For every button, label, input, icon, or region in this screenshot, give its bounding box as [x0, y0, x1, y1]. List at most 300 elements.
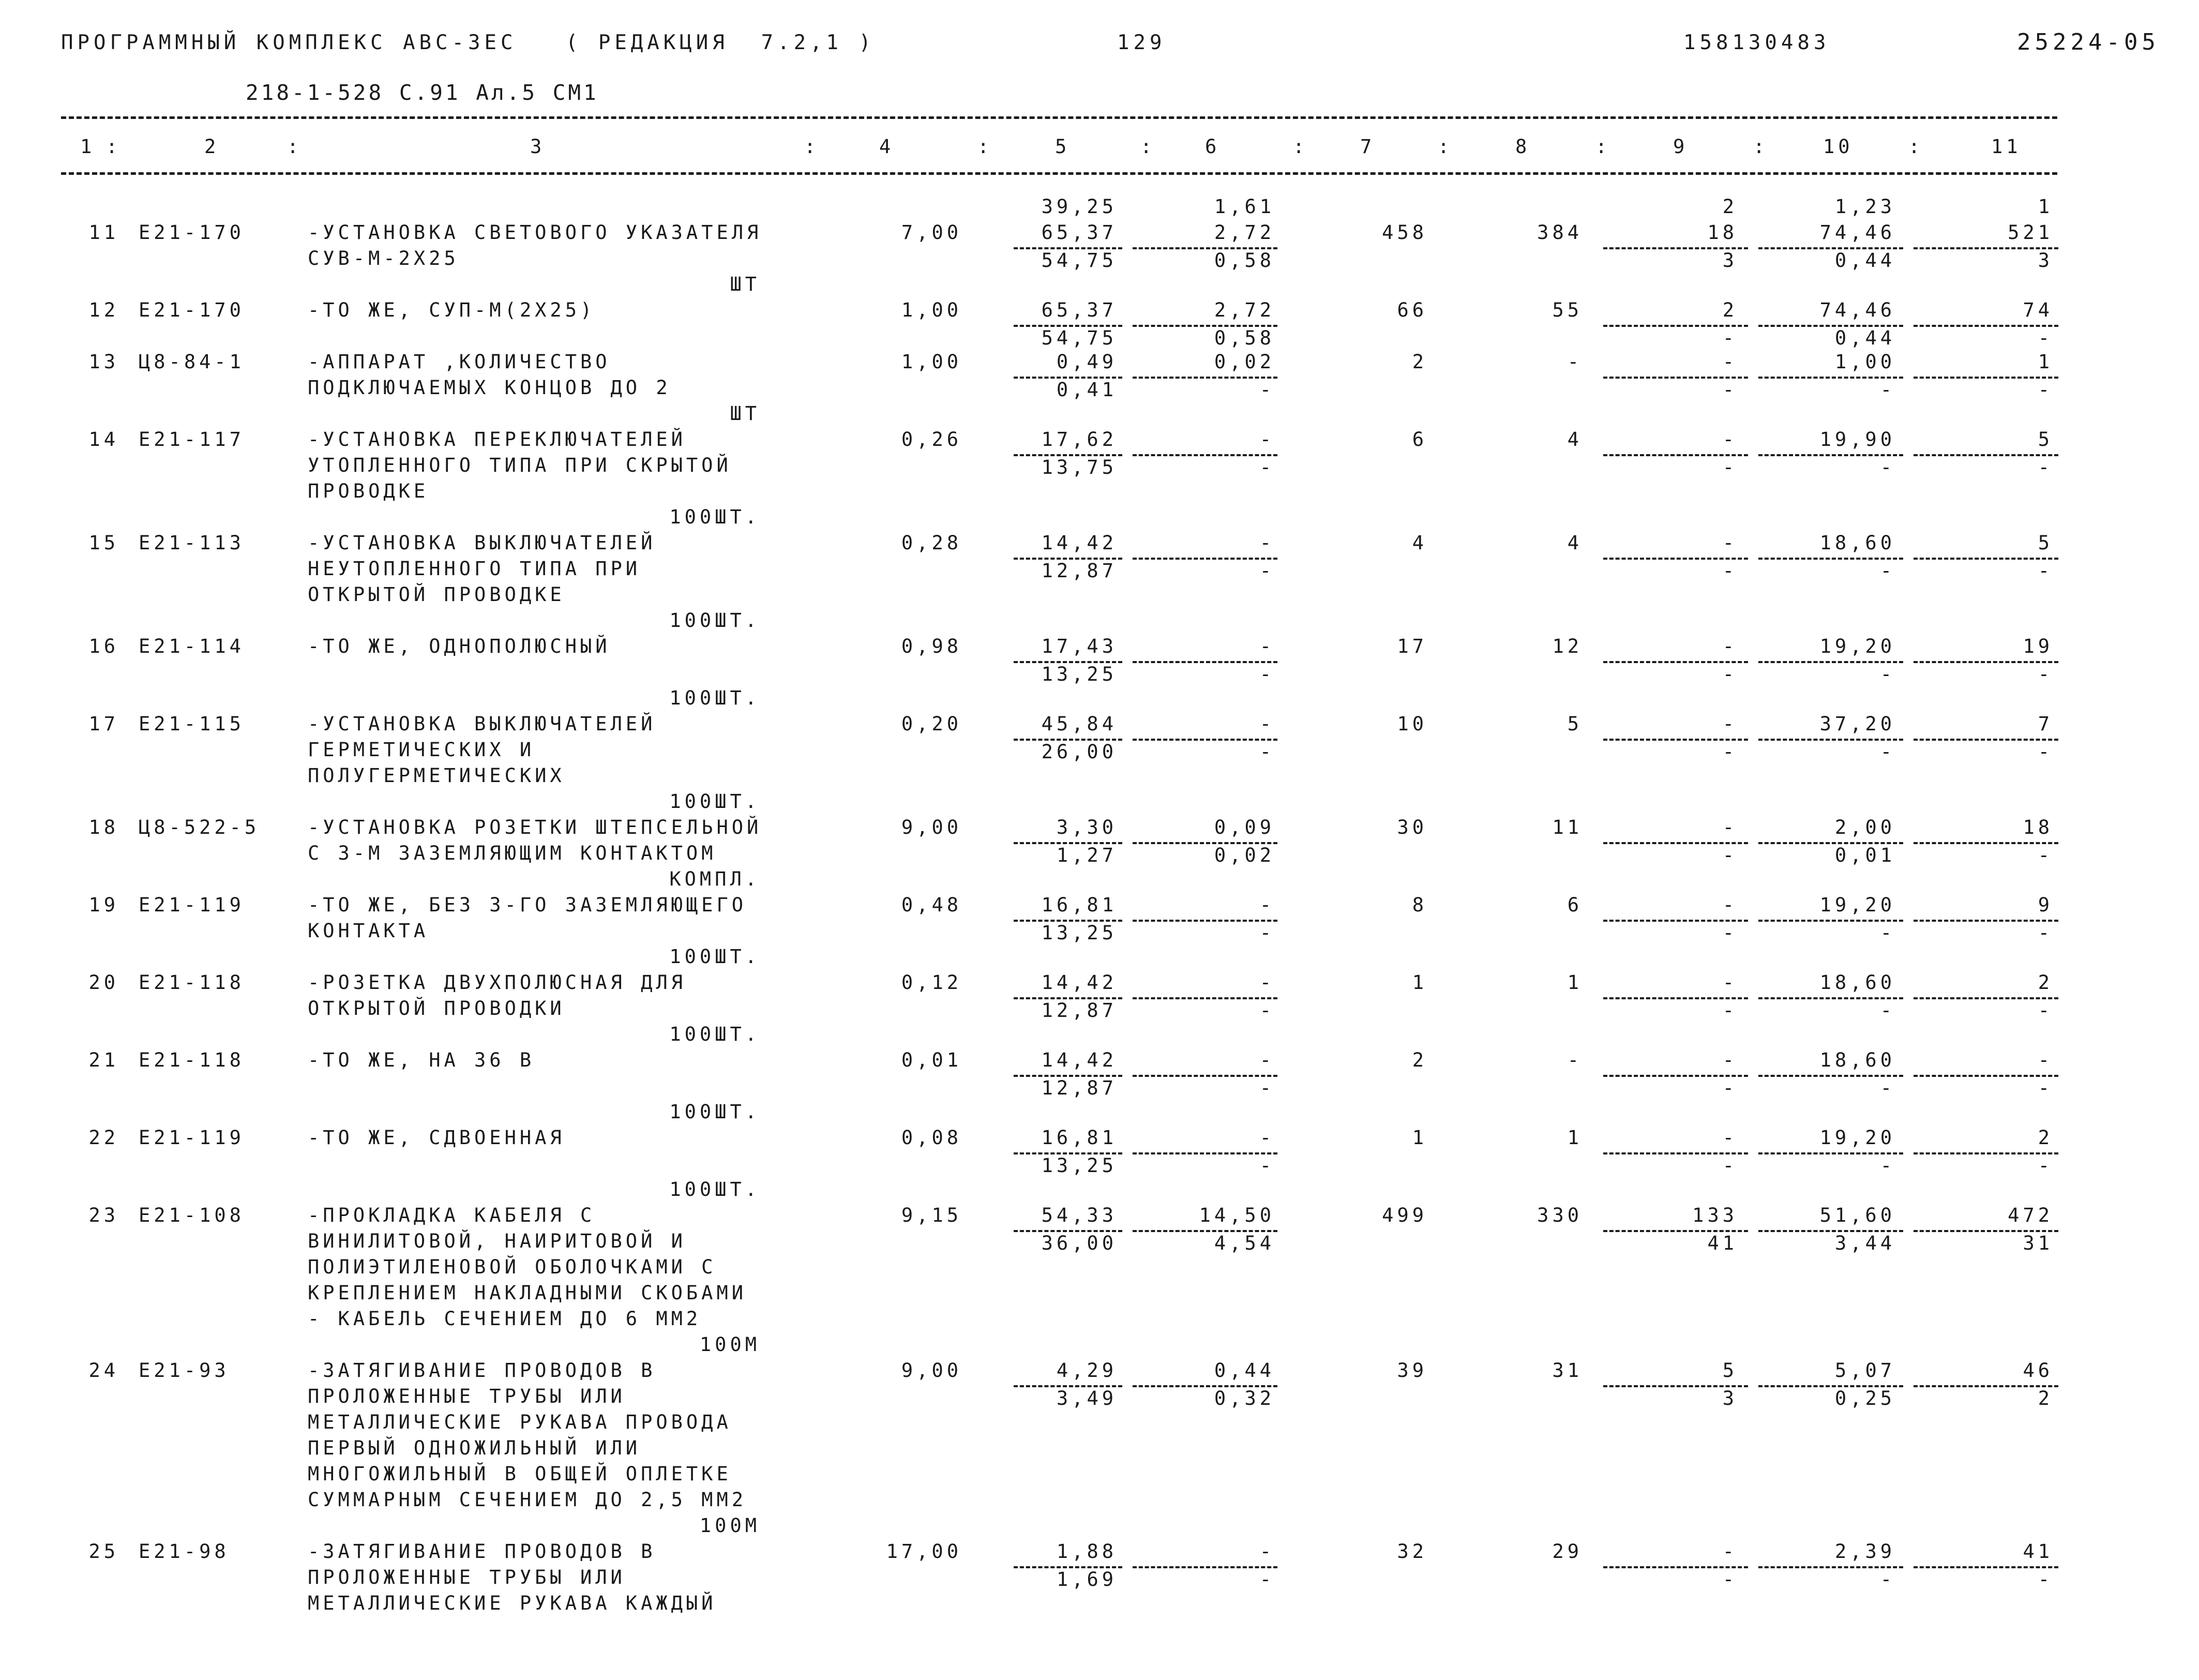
cell-c7: 1 [1412, 1127, 1427, 1149]
cell-c10: 2,00 [1834, 816, 1895, 838]
cell-c7: 39 [1397, 1359, 1427, 1382]
work-description-line: -УСТАНОВКА ВЫКЛЮЧАТЕЛЕЙ [308, 713, 656, 735]
quantity: 0,26 [901, 428, 962, 451]
row-number: 16 [88, 635, 119, 657]
cell-c9-top: 2 [1722, 196, 1738, 218]
subtotal-dash-c10 [1758, 997, 1903, 999]
row-number: 14 [88, 428, 119, 451]
cell-c5: 1,88 [1056, 1540, 1117, 1563]
cell-c11: 1 [2038, 351, 2053, 373]
subtotal-dash-c6 [1133, 842, 1277, 844]
cell-c10-lower: - [1880, 663, 1895, 685]
unit-of-measure: 100М [699, 1333, 760, 1356]
column-header-2: 2 [204, 136, 220, 158]
cell-c6-lower: - [1259, 1154, 1275, 1177]
cell-c7: 458 [1382, 221, 1427, 244]
cell-c6-lower: - [1259, 1568, 1275, 1591]
subtotal-dash-c11 [1914, 454, 2058, 456]
cell-c9: - [1722, 1540, 1738, 1563]
work-description-line: ПРОЛОЖЕННЫЕ ТРУБЫ ИЛИ [308, 1566, 626, 1588]
quantity: 0,28 [901, 532, 962, 554]
cell-c6: - [1259, 1127, 1275, 1149]
subtotal-dash-c9 [1603, 1385, 1748, 1387]
subtotal-dash-c5 [1014, 661, 1122, 663]
unit-of-measure: 100ШТ. [669, 1178, 760, 1201]
subtotal-dash-c6 [1133, 997, 1277, 999]
cell-c10-lower: - [1880, 1568, 1895, 1591]
cell-c7: 30 [1397, 816, 1427, 838]
work-description-line: -ТО ЖЕ, ОДНОПОЛЮСНЫЙ [308, 635, 611, 657]
subtotal-dash-c9 [1603, 325, 1748, 327]
cell-c6-lower: 0,58 [1214, 249, 1275, 272]
cell-c9: 18 [1707, 221, 1738, 244]
work-description-line: -ЗАТЯГИВАНИЕ ПРОВОДОВ В [308, 1359, 656, 1382]
subtotal-dash-c11 [1914, 842, 2058, 844]
subtotal-dash-c5 [1014, 1566, 1122, 1568]
cell-c9-lower: - [1722, 741, 1738, 763]
cell-c5-lower: 12,87 [1041, 999, 1117, 1022]
cell-c7: 10 [1397, 713, 1427, 735]
rate-code: Е21-119 [139, 894, 245, 916]
rate-code: Е21-119 [139, 1127, 245, 1149]
cell-c9: 5 [1722, 1359, 1738, 1382]
cell-c9: - [1722, 971, 1738, 994]
subtotal-dash-c11 [1914, 1230, 2058, 1232]
cell-c6: 14,50 [1199, 1204, 1275, 1226]
cell-c6: 2,72 [1214, 299, 1275, 321]
cell-c6: 0,02 [1214, 351, 1275, 373]
unit-of-measure: ШТ [730, 273, 760, 295]
cell-c11: 472 [2008, 1204, 2053, 1226]
cell-c10: 5,07 [1834, 1359, 1895, 1382]
cell-c10: 18,60 [1819, 532, 1895, 554]
unit-of-measure: 100М [699, 1514, 760, 1537]
column-separator: : [1753, 136, 1769, 158]
subtotal-dash-c6 [1133, 247, 1277, 249]
quantity: 1,00 [901, 351, 962, 373]
cell-c5-lower: 1,69 [1056, 1568, 1117, 1591]
cell-c11-lower: - [2038, 844, 2053, 866]
work-description-line: ПОЛУГЕРМЕТИЧЕСКИХ [308, 764, 565, 787]
cell-c8: 1 [1567, 971, 1583, 994]
cell-c11-lower: - [2038, 663, 2053, 685]
cell-c7: 17 [1397, 635, 1427, 657]
cell-c7: 8 [1412, 894, 1427, 916]
quantity: 9,00 [901, 1359, 962, 1382]
cell-c5-lower: 54,75 [1041, 327, 1117, 349]
subtotal-dash-c5 [1014, 454, 1122, 456]
cell-c8: 29 [1552, 1540, 1583, 1563]
work-description-line: ПРОВОДКЕ [308, 480, 429, 502]
rate-code: Е21-118 [139, 971, 245, 994]
subtotal-dash-c10 [1758, 377, 1903, 379]
cell-c7: 499 [1382, 1204, 1427, 1226]
subtotal-dash-c9 [1603, 739, 1748, 741]
cell-c8: - [1567, 1049, 1583, 1071]
cell-c7: 66 [1397, 299, 1427, 321]
column-header-8: 8 [1515, 136, 1531, 158]
cell-c6-lower: 0,02 [1214, 844, 1275, 866]
subtotal-dash-c5 [1014, 920, 1122, 922]
cell-c6-lower: 0,32 [1214, 1387, 1275, 1409]
cell-c11: 7 [2038, 713, 2053, 735]
subtotal-dash-c10 [1758, 558, 1903, 560]
cell-c6-lower: - [1259, 456, 1275, 478]
work-description-line: КОНТАКТА [308, 920, 429, 942]
cell-c10: 19,20 [1819, 1127, 1895, 1149]
cell-c5-lower: 26,00 [1041, 741, 1117, 763]
rate-code: Е21-170 [139, 299, 245, 321]
cell-c11-lower: - [2038, 1154, 2053, 1177]
unit-of-measure: КОМПЛ. [669, 868, 760, 890]
work-description-line: -УСТАНОВКА СВЕТОВОГО УКАЗАТЕЛЯ [308, 221, 762, 244]
column-header-1: 1 [80, 136, 96, 158]
cell-c11-lower: 2 [2038, 1387, 2053, 1409]
cell-c9: - [1722, 428, 1738, 451]
cell-c5-lower: 13,25 [1041, 1154, 1117, 1177]
cell-c6: - [1259, 894, 1275, 916]
subtotal-dash-c6 [1133, 1075, 1277, 1077]
cell-c5-lower: 0,41 [1056, 379, 1117, 401]
column-header-5: 5 [1055, 136, 1071, 158]
cell-c7: 32 [1397, 1540, 1427, 1563]
unit-of-measure: 100ШТ. [669, 790, 760, 813]
subtotal-dash-c6 [1133, 325, 1277, 327]
quantity: 0,48 [901, 894, 962, 916]
subtotal-dash-c11 [1914, 661, 2058, 663]
work-description-line: ПЕРВЫЙ ОДНОЖИЛЬНЫЙ ИЛИ [308, 1437, 641, 1459]
cell-c11-lower: 31 [2023, 1232, 2053, 1254]
cell-c10-lower: 0,25 [1834, 1387, 1895, 1409]
subtotal-dash-c9 [1603, 920, 1748, 922]
cell-c7: 2 [1412, 1049, 1427, 1071]
work-description-line: -ТО ЖЕ, БЕЗ 3-ГО ЗАЗЕМЛЯЮЩЕГО [308, 894, 747, 916]
cell-c8: 31 [1552, 1359, 1583, 1382]
cell-c5: 14,42 [1041, 532, 1117, 554]
subtotal-dash-c5 [1014, 739, 1122, 741]
row-number: 20 [88, 971, 119, 994]
work-description-line: ВИНИЛИТОВОЙ, НАИРИТОВОЙ И [308, 1230, 686, 1252]
column-header-3: 3 [530, 136, 546, 158]
quantity: 7,00 [901, 221, 962, 244]
cell-c9-lower: - [1722, 1154, 1738, 1177]
cell-c5: 65,37 [1041, 221, 1117, 244]
cell-c6-lower: - [1259, 741, 1275, 763]
cell-c8: 384 [1537, 221, 1583, 244]
rate-code: Ц8-522-5 [139, 816, 260, 838]
cell-c6-lower: 4,54 [1214, 1232, 1275, 1254]
subtotal-dash-c9 [1603, 1075, 1748, 1077]
work-description-line: -ПРОКЛАДКА КАБЕЛЯ С [308, 1204, 596, 1226]
cell-c7: 4 [1412, 532, 1427, 554]
unit-of-measure: 100ШТ. [669, 946, 760, 968]
work-description-line: -ТО ЖЕ, НА 36 В [308, 1049, 535, 1071]
document-number: 25224-05 [2017, 29, 2160, 55]
column-header-6: 6 [1205, 136, 1221, 158]
cell-c5: 54,33 [1041, 1204, 1117, 1226]
cell-c5: 16,81 [1041, 894, 1117, 916]
subtotal-dash-c10 [1758, 1230, 1903, 1232]
column-separator: : [1595, 136, 1611, 158]
cell-c11-top: 1 [2038, 196, 2053, 218]
cell-c10-lower: 0,44 [1834, 327, 1895, 349]
subtotal-dash-c9 [1603, 247, 1748, 249]
unit-of-measure: ШТ [730, 402, 760, 425]
cell-c11: 521 [2008, 221, 2053, 244]
cell-c10-lower: 0,01 [1834, 844, 1895, 866]
subtotal-dash-c6 [1133, 661, 1277, 663]
subtotal-dash-c11 [1914, 920, 2058, 922]
cell-c5-lower: 12,87 [1041, 560, 1117, 582]
subtotal-dash-c6 [1133, 1566, 1277, 1568]
cell-c11-lower: - [2038, 741, 2053, 763]
cell-c7: 6 [1412, 428, 1427, 451]
work-description-line: МЕТАЛЛИЧЕСКИЕ РУКАВА ПРОВОДА [308, 1411, 732, 1433]
cell-c9-lower: - [1722, 999, 1738, 1022]
cell-c11-lower: - [2038, 1568, 2053, 1591]
subtotal-dash-c10 [1758, 325, 1903, 327]
cell-c6-lower: - [1259, 999, 1275, 1022]
cell-c11: 5 [2038, 428, 2053, 451]
subtotal-dash-c9 [1603, 1152, 1748, 1154]
quantity: 1,00 [901, 299, 962, 321]
cell-c8: 1 [1567, 1127, 1583, 1149]
cell-c10-lower: - [1880, 1077, 1895, 1099]
column-separator: : [1293, 136, 1308, 158]
work-description-line: КРЕПЛЕНИЕМ НАКЛАДНЫМИ СКОБАМИ [308, 1282, 747, 1304]
program-title: ПРОГРАММНЫЙ КОМПЛЕКС АВС-3ЕС ( РЕДАКЦИЯ 7.2,1 ) [61, 31, 875, 54]
cell-c10: 2,39 [1834, 1540, 1895, 1563]
cell-c10: 37,20 [1819, 713, 1895, 735]
cell-c9: - [1722, 532, 1738, 554]
work-description-line: - КАБЕЛЬ СЕЧЕНИЕМ ДО 6 ММ2 [308, 1308, 702, 1330]
cell-c10: 19,20 [1819, 635, 1895, 657]
cell-c9: - [1722, 713, 1738, 735]
subtotal-dash-c11 [1914, 247, 2058, 249]
row-number: 21 [88, 1049, 119, 1071]
cell-c10: 19,20 [1819, 894, 1895, 916]
rate-code: Е21-113 [139, 532, 245, 554]
cell-c9-lower: - [1722, 922, 1738, 944]
cell-c10-lower: 3,44 [1834, 1232, 1895, 1254]
page-number: 129 [1117, 31, 1166, 54]
row-number: 11 [88, 221, 119, 244]
rate-code: Е21-98 [139, 1540, 230, 1563]
cell-c5: 16,81 [1041, 1127, 1117, 1149]
work-description-line: СУВ-М-2Х25 [308, 247, 459, 269]
subtotal-dash-c6 [1133, 454, 1277, 456]
work-description-line: ПОДКЛЮЧАЕМЫХ КОНЦОВ ДО 2 [308, 377, 671, 399]
column-separator: : [106, 136, 122, 158]
cell-c6: 0,44 [1214, 1359, 1275, 1382]
cell-c6: - [1259, 532, 1275, 554]
subtotal-dash-c9 [1603, 454, 1748, 456]
cell-c11-lower: - [2038, 560, 2053, 582]
subtotal-dash-c6 [1133, 1152, 1277, 1154]
cell-c9-lower: - [1722, 560, 1738, 582]
work-description-line: ПОЛИЭТИЛЕНОВОЙ ОБОЛОЧКАМИ С [308, 1256, 717, 1278]
cell-c11-lower: - [2038, 379, 2053, 401]
subtotal-dash-c5 [1014, 325, 1122, 327]
cell-c10-lower: - [1880, 560, 1895, 582]
column-header-11: 11 [1991, 136, 2022, 158]
work-description-line: МНОГОЖИЛЬНЫЙ В ОБЩЕЙ ОПЛЕТКЕ [308, 1463, 732, 1485]
work-description-line: -УСТАНОВКА ВЫКЛЮЧАТЕЛЕЙ [308, 532, 656, 554]
cell-c5-lower: 54,75 [1041, 249, 1117, 272]
cell-c6: 2,72 [1214, 221, 1275, 244]
subtotal-dash-c9 [1603, 661, 1748, 663]
cell-c11: 2 [2038, 1127, 2053, 1149]
subtotal-dash-c10 [1758, 1566, 1903, 1568]
cell-c9-lower: 3 [1722, 249, 1738, 272]
subtotal-dash-c6 [1133, 377, 1277, 379]
header-rule-top [61, 116, 2057, 119]
subtotal-dash-c11 [1914, 1152, 2058, 1154]
unit-of-measure: 100ШТ. [669, 1023, 760, 1045]
column-separator: : [977, 136, 993, 158]
quantity: 0,98 [901, 635, 962, 657]
row-number: 18 [88, 816, 119, 838]
rate-code: Е21-114 [139, 635, 245, 657]
row-number: 15 [88, 532, 119, 554]
document-code: 158130483 [1683, 31, 1830, 54]
cell-c6: - [1259, 971, 1275, 994]
subtotal-dash-c9 [1603, 377, 1748, 379]
cell-c5-lower: 1,27 [1056, 844, 1117, 866]
cell-c8: 330 [1537, 1204, 1583, 1226]
cell-c11: 19 [2023, 635, 2053, 657]
subtotal-dash-c6 [1133, 1385, 1277, 1387]
estimate-reference: 218-1-528 С.91 Ал.5 СМ1 [246, 80, 599, 105]
row-number: 22 [88, 1127, 119, 1149]
cell-c5-lower: 13,25 [1041, 663, 1117, 685]
cell-c8: - [1567, 351, 1583, 373]
cell-c9-lower: - [1722, 663, 1738, 685]
cell-c9: - [1722, 351, 1738, 373]
cell-c6: 0,09 [1214, 816, 1275, 838]
cell-c11: 74 [2023, 299, 2053, 321]
cell-c11: - [2038, 1049, 2053, 1071]
work-description-line: -УСТАНОВКА РОЗЕТКИ ШТЕПСЕЛЬНОЙ [308, 816, 762, 838]
cell-c10-lower: 0,44 [1834, 249, 1895, 272]
cell-c5: 65,37 [1041, 299, 1117, 321]
cell-c11: 2 [2038, 971, 2053, 994]
column-separator: : [1908, 136, 1924, 158]
cell-c9-lower: - [1722, 456, 1738, 478]
cell-c6-lower: - [1259, 560, 1275, 582]
cell-c10: 74,46 [1819, 221, 1895, 244]
subtotal-dash-c11 [1914, 1566, 2058, 1568]
subtotal-dash-c11 [1914, 558, 2058, 560]
cell-c9: - [1722, 816, 1738, 838]
column-header-7: 7 [1360, 136, 1376, 158]
cell-c6-lower: - [1259, 922, 1275, 944]
quantity: 0,12 [901, 971, 962, 994]
row-number: 13 [88, 351, 119, 373]
cell-c11: 9 [2038, 894, 2053, 916]
cell-c9-lower: - [1722, 379, 1738, 401]
work-description-line: -УСТАНОВКА ПЕРЕКЛЮЧАТЕЛЕЙ [308, 428, 686, 451]
row-number: 17 [88, 713, 119, 735]
subtotal-dash-c10 [1758, 739, 1903, 741]
cell-c5: 14,42 [1041, 971, 1117, 994]
subtotal-dash-c5 [1014, 1385, 1122, 1387]
column-header-9: 9 [1673, 136, 1689, 158]
cell-c9: 2 [1722, 299, 1738, 321]
cell-c6-top: 1,61 [1214, 196, 1275, 218]
cell-c9-lower: - [1722, 1077, 1738, 1099]
cell-c9: - [1722, 1049, 1738, 1071]
subtotal-dash-c5 [1014, 377, 1122, 379]
cell-c11-lower: - [2038, 327, 2053, 349]
quantity: 9,15 [901, 1204, 962, 1226]
subtotal-dash-c6 [1133, 558, 1277, 560]
unit-of-measure: 100ШТ. [669, 687, 760, 709]
cell-c5-lower: 13,75 [1041, 456, 1117, 478]
cell-c5: 3,30 [1056, 816, 1117, 838]
cell-c9-lower: - [1722, 844, 1738, 866]
work-description-line: -ТО ЖЕ, СДВОЕННАЯ [308, 1127, 565, 1149]
cell-c11-lower: - [2038, 1077, 2053, 1099]
cell-c5-lower: 3,49 [1056, 1387, 1117, 1409]
cell-c10-lower: - [1880, 999, 1895, 1022]
quantity: 9,00 [901, 816, 962, 838]
subtotal-dash-c11 [1914, 1385, 2058, 1387]
subtotal-dash-c10 [1758, 661, 1903, 663]
cell-c10: 19,90 [1819, 428, 1895, 451]
cell-c10: 51,60 [1819, 1204, 1895, 1226]
cell-c9: - [1722, 894, 1738, 916]
cell-c11-lower: - [2038, 922, 2053, 944]
subtotal-dash-c10 [1758, 1075, 1903, 1077]
subtotal-dash-c9 [1603, 1230, 1748, 1232]
column-separator: : [1140, 136, 1156, 158]
subtotal-dash-c11 [1914, 739, 2058, 741]
subtotal-dash-c11 [1914, 377, 2058, 379]
cell-c10-top: 1,23 [1834, 196, 1895, 218]
cell-c5: 17,62 [1041, 428, 1117, 451]
cell-c8: 4 [1567, 428, 1583, 451]
cell-c10: 74,46 [1819, 299, 1895, 321]
column-header-10: 10 [1823, 136, 1854, 158]
cell-c8: 4 [1567, 532, 1583, 554]
work-description-line: ОТКРЫТОЙ ПРОВОДКЕ [308, 583, 565, 606]
cell-c5: 0,49 [1056, 351, 1117, 373]
quantity: 0,20 [901, 713, 962, 735]
subtotal-dash-c5 [1014, 842, 1122, 844]
cell-c11-lower: - [2038, 999, 2053, 1022]
rate-code: Ц8-84-1 [139, 351, 245, 373]
cell-c11: 41 [2023, 1540, 2053, 1563]
column-separator: : [804, 136, 820, 158]
work-description-line: С 3-М ЗАЗЕМЛЯЮЩИМ КОНТАКТОМ [308, 842, 717, 864]
cell-c6: - [1259, 1540, 1275, 1563]
subtotal-dash-c9 [1603, 842, 1748, 844]
column-header-4: 4 [879, 136, 895, 158]
cell-c9: - [1722, 635, 1738, 657]
cell-c7: 1 [1412, 971, 1427, 994]
subtotal-dash-c6 [1133, 1230, 1277, 1232]
subtotal-dash-c10 [1758, 454, 1903, 456]
cell-c6-lower: - [1259, 379, 1275, 401]
cell-c9-lower: - [1722, 327, 1738, 349]
subtotal-dash-c10 [1758, 842, 1903, 844]
cell-c6-lower: - [1259, 1077, 1275, 1099]
cell-c11-lower: 3 [2038, 249, 2053, 272]
work-description-line: МЕТАЛЛИЧЕСКИЕ РУКАВА КАЖДЫЙ [308, 1592, 717, 1614]
cell-c5-lower: 12,87 [1041, 1077, 1117, 1099]
unit-of-measure: 100ШТ. [669, 1101, 760, 1123]
